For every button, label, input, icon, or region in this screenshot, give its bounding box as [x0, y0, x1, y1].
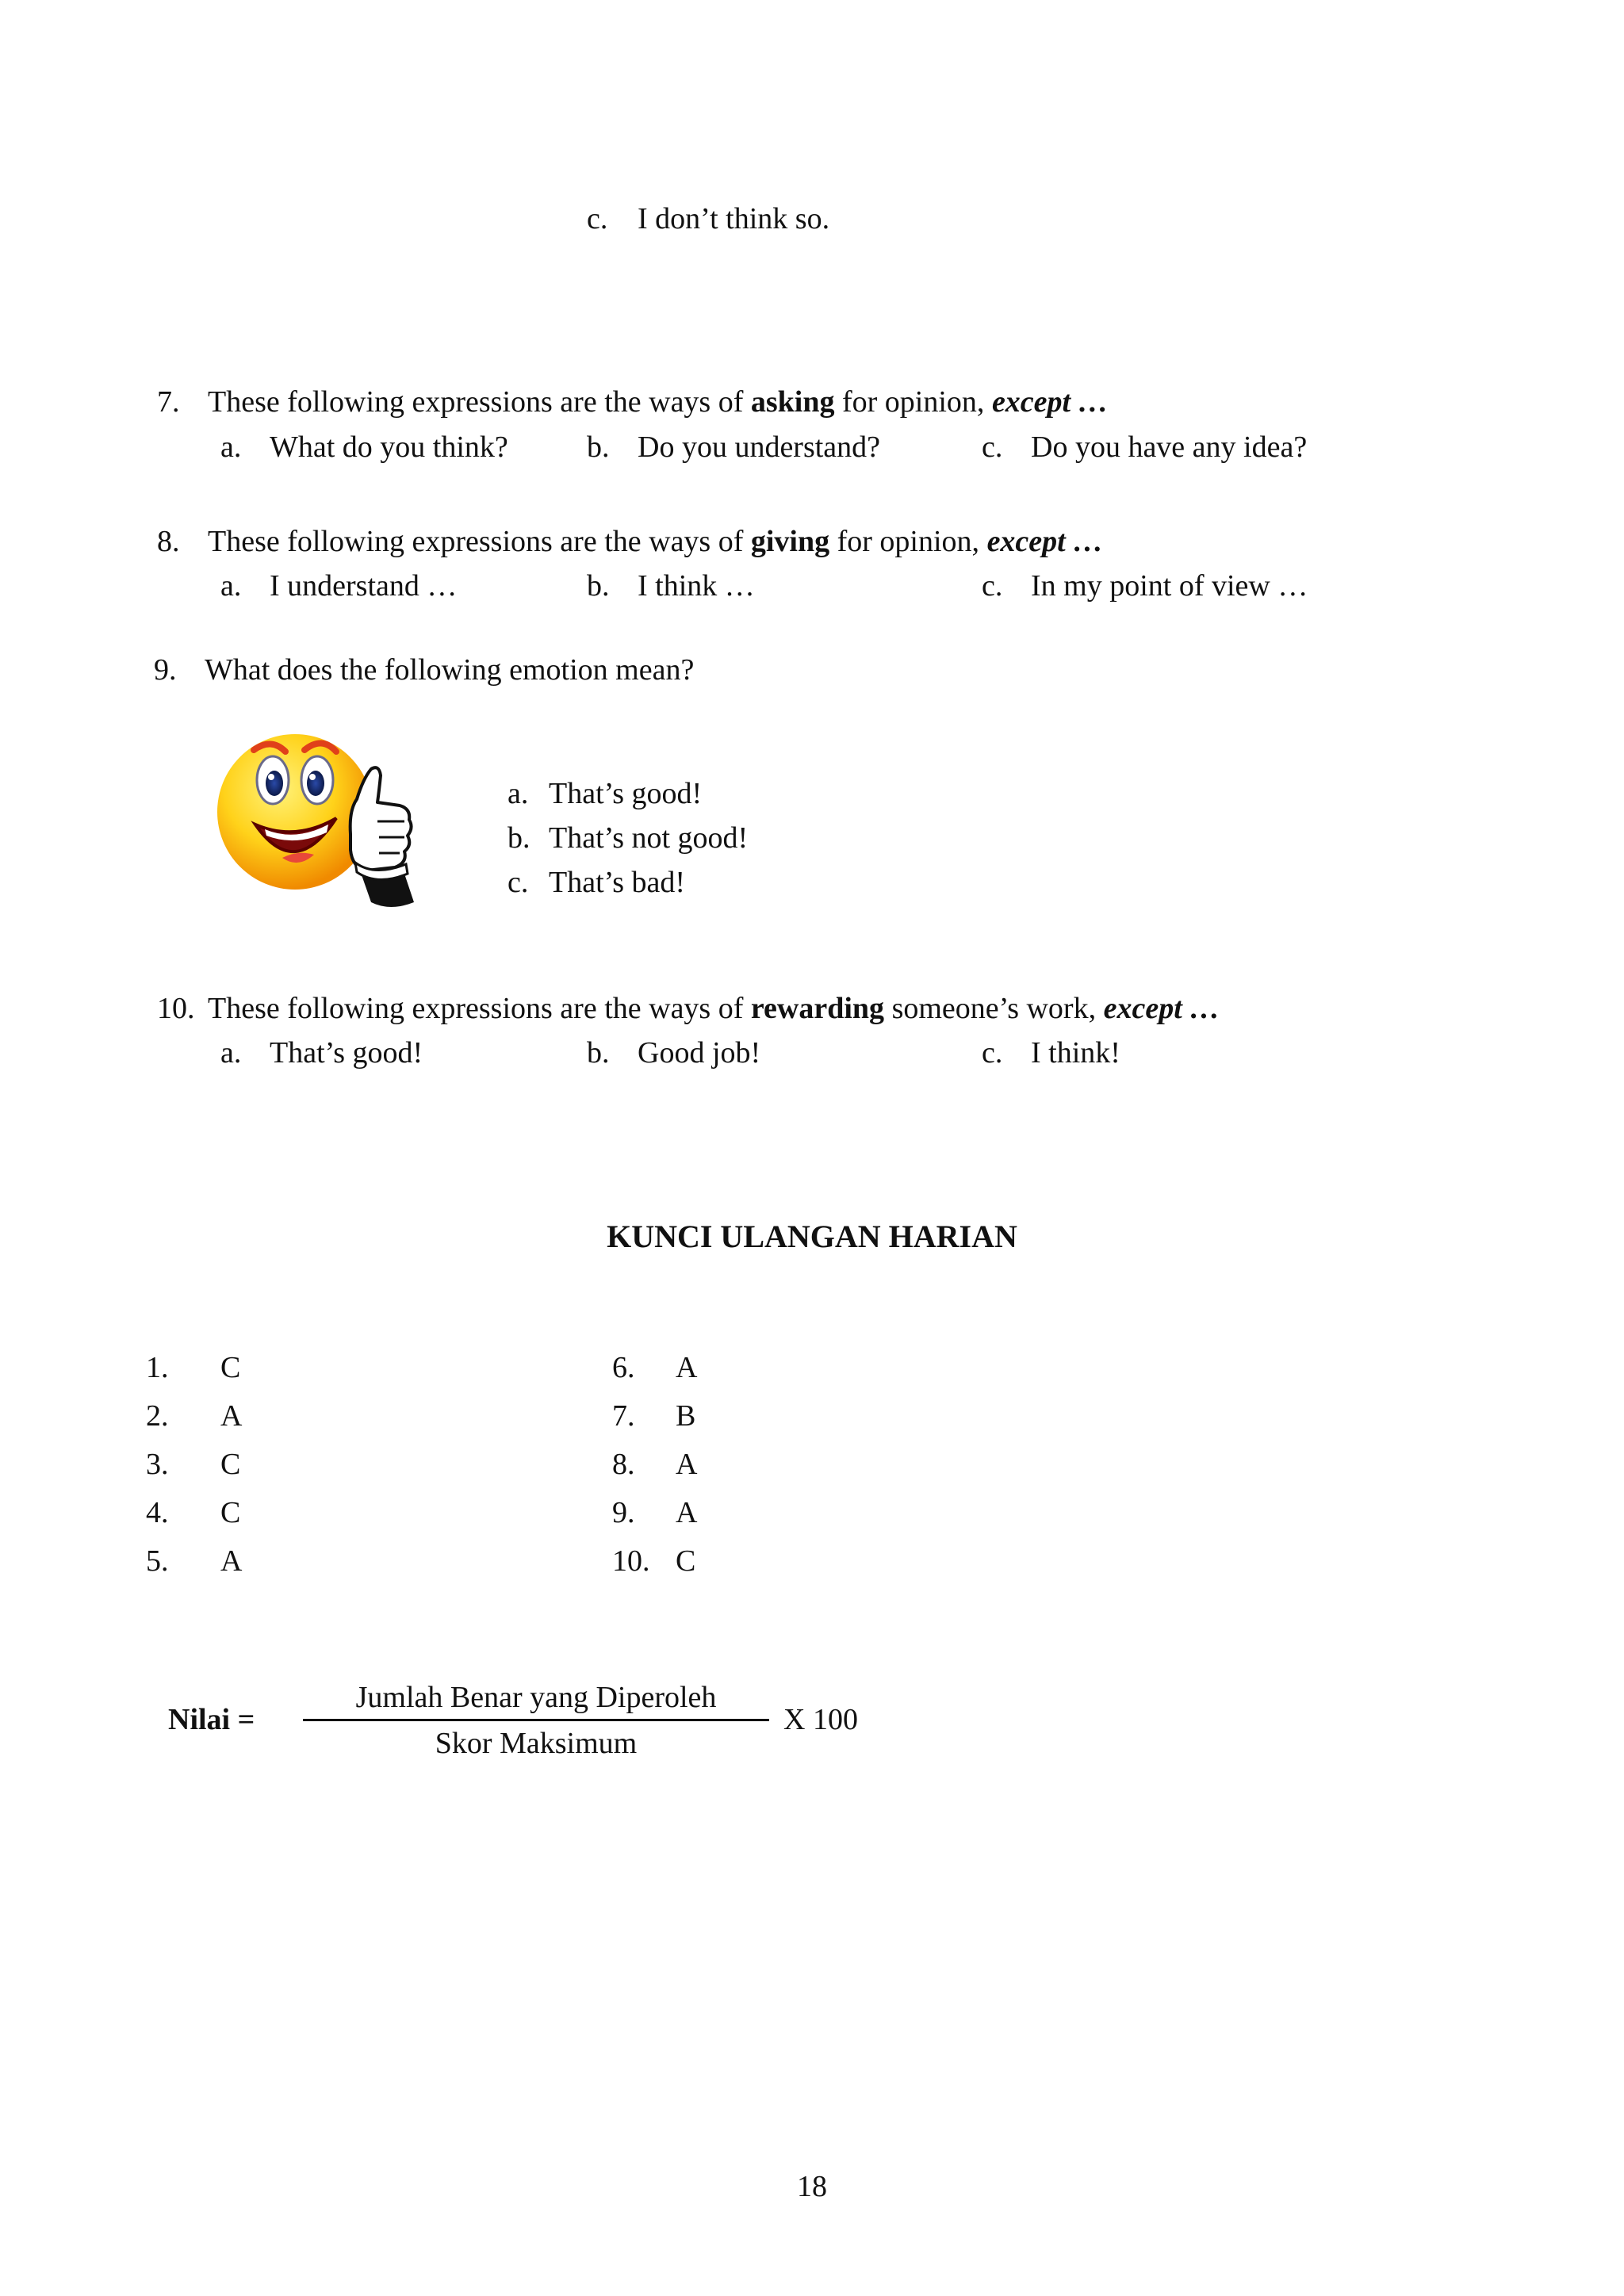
answer-number: 3.	[146, 1448, 169, 1481]
page-number: 18	[797, 2170, 827, 2203]
answer-letter: A	[220, 1544, 243, 1578]
q8-option-c-text: In my point of view …	[1031, 569, 1308, 603]
q6-option-c-letter: c.	[587, 202, 608, 235]
question-10-number: 10.	[157, 992, 195, 1025]
question-number: 8.	[157, 525, 180, 558]
formula-numerator: Jumlah Benar yang Diperoleh	[355, 1681, 717, 1714]
question-except: except …	[986, 525, 1104, 558]
question-9-number: 9.	[154, 653, 177, 687]
answer-number: 4.	[146, 1496, 169, 1529]
answer-letter: A	[676, 1496, 698, 1529]
fraction-bar	[303, 1719, 769, 1721]
answer-key-title: KUNCI ULANGAN HARIAN	[607, 1219, 1017, 1254]
q8-option-a-letter: a.	[220, 569, 242, 603]
question-except: except …	[991, 385, 1109, 419]
q7-option-a-text: What do you think?	[270, 430, 508, 464]
q9-option-b-text: That’s not good!	[549, 821, 749, 855]
question-keyword: asking	[750, 385, 835, 419]
q10-option-c-text: I think!	[1031, 1036, 1120, 1070]
question-7-text	[208, 387, 1109, 417]
question-text: someone’s work,	[884, 992, 1104, 1025]
formula-denominator: Skor Maksimum	[435, 1727, 638, 1760]
question-9-text: What does the following emotion mean?	[205, 653, 695, 687]
question-text: for opinion,	[834, 385, 992, 419]
question-text: for opinion,	[829, 525, 987, 558]
answer-number: 5.	[146, 1544, 169, 1578]
q7-option-c-text: Do you have any idea?	[1031, 430, 1308, 464]
question-text: These following expressions are the ways of	[208, 525, 751, 558]
q10-option-c-letter: c.	[982, 1036, 1003, 1070]
question-keyword: giving	[750, 525, 830, 558]
answer-number: 1.	[146, 1351, 169, 1384]
question-number: 7.	[157, 385, 180, 419]
question-text: These following expressions are the ways of	[208, 385, 751, 419]
question-text: These following expressions are the ways of	[208, 992, 751, 1025]
q8-option-a-text: I understand …	[270, 569, 458, 603]
q9-option-a-letter: a.	[508, 777, 529, 810]
answer-letter: A	[676, 1448, 698, 1481]
answer-letter: C	[220, 1496, 241, 1529]
answer-number: 10.	[612, 1544, 650, 1578]
q6-option-c-text: I don’t think so.	[638, 202, 830, 235]
q8-option-b-text: I think …	[638, 569, 755, 603]
question-8	[157, 526, 180, 557]
answer-number: 7.	[612, 1399, 635, 1433]
q7-option-c-letter: c.	[982, 430, 1003, 464]
answer-letter: B	[676, 1399, 696, 1433]
answer-number: 9.	[612, 1496, 635, 1529]
answer-letter: A	[676, 1351, 698, 1384]
q8-option-b-letter: b.	[587, 569, 610, 603]
answer-number: 8.	[612, 1448, 635, 1481]
q10-option-a-text: That’s good!	[270, 1036, 423, 1070]
formula-multiplier: X 100	[783, 1703, 858, 1736]
answer-letter: A	[220, 1399, 243, 1433]
q7-option-b-text: Do you understand?	[638, 430, 881, 464]
question-keyword: rewarding	[750, 992, 885, 1025]
question-7	[157, 387, 180, 417]
question-except: except …	[1103, 992, 1220, 1025]
answer-number: 6.	[612, 1351, 635, 1384]
q9-option-c-letter: c.	[508, 866, 529, 899]
q9-option-b-letter: b.	[508, 821, 530, 855]
q9-option-c-text: That’s bad!	[549, 866, 686, 899]
q10-option-a-letter: a.	[220, 1036, 242, 1070]
q7-option-a-letter: a.	[220, 430, 242, 464]
q10-option-b-text: Good job!	[638, 1036, 761, 1070]
thumbs-up-smiley-icon	[216, 723, 422, 913]
question-8-text	[208, 526, 1103, 557]
q9-option-a-text: That’s good!	[549, 777, 703, 810]
answer-letter: C	[676, 1544, 696, 1578]
answer-letter: C	[220, 1448, 241, 1481]
q8-option-c-letter: c.	[982, 569, 1003, 603]
q10-option-b-letter: b.	[587, 1036, 610, 1070]
q7-option-b-letter: b.	[587, 430, 610, 464]
answer-number: 2.	[146, 1399, 169, 1433]
formula-label: Nilai =	[168, 1703, 255, 1736]
answer-letter: C	[220, 1351, 241, 1384]
question-10-text	[208, 993, 1220, 1024]
